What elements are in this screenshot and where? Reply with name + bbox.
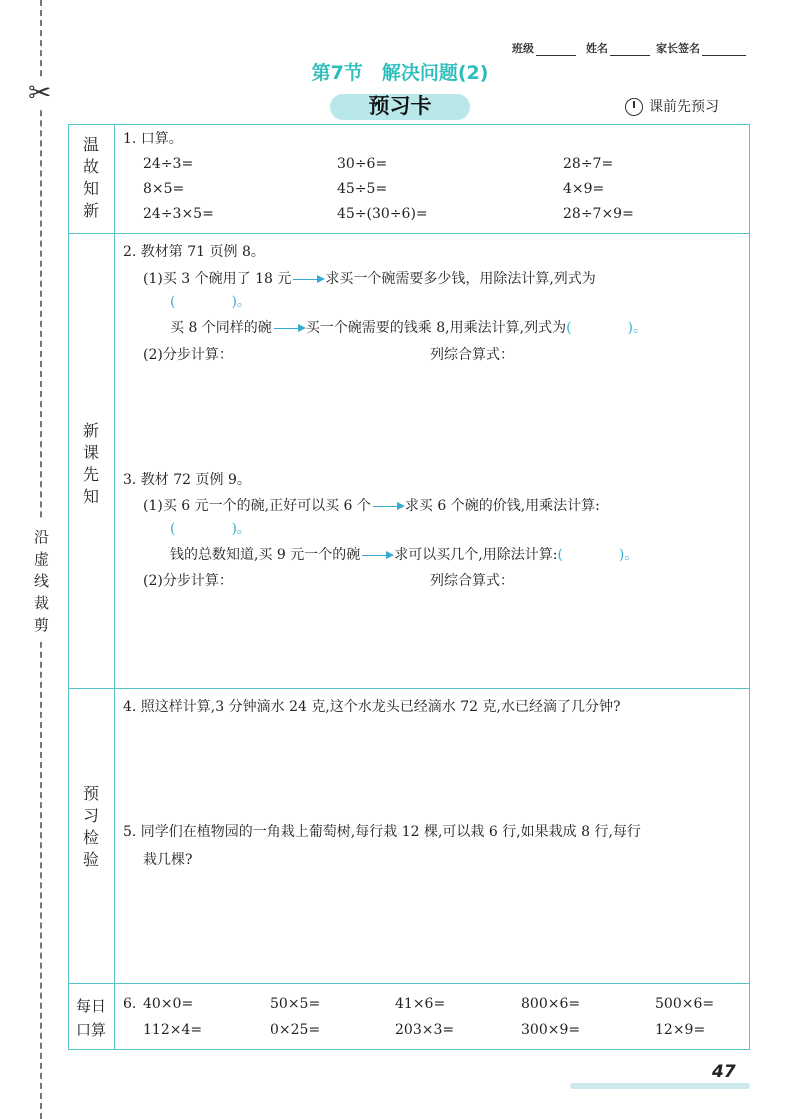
q3-blank-1[interactable]: ( )。 (170, 521, 251, 537)
preview-label: 课前先预习 (649, 99, 719, 115)
q3-blank-2[interactable]: ( )。 (557, 547, 639, 563)
q6-label: 6. (123, 996, 137, 1012)
new-section-label: 新课先知 (83, 421, 100, 506)
arrow-icon (293, 279, 323, 280)
card-title-badge (330, 88, 470, 124)
page-number-bar (570, 1083, 750, 1089)
q2-blank-2[interactable]: ( )。 (566, 320, 648, 336)
q1-r2-c2: 45÷5= (337, 181, 388, 197)
clock-icon (625, 98, 643, 116)
divider-2 (68, 688, 750, 689)
parent-signature-label: 家长签名 (656, 42, 700, 55)
q1-r2-c1: 8×5= (143, 181, 185, 197)
q4-text: 4. 照这样计算,3 分钟滴水 24 克,这个水龙头已经滴水 72 克,水已经滴了几分钟? (123, 699, 621, 715)
q6-r2-c1: 112×4= (143, 1022, 203, 1038)
q6-r2-c3: 203×3= (395, 1022, 455, 1038)
divider-3 (68, 983, 750, 984)
q2-title: 2. 教材第 71 页例 8。 (123, 244, 265, 260)
name-label: 姓名 (586, 42, 608, 55)
label-column-divider (114, 124, 115, 1050)
q2-step-calc: (2)分步计算： (143, 347, 233, 363)
cut-label: 沿虚线裁剪 (34, 520, 48, 642)
q3-line1: (1)买 6 元一个的碗,正好可以买 6 个 求买 6 个碗的价钱,用乘法计算: (143, 498, 600, 514)
q6-r2-c5: 12×9= (655, 1022, 706, 1038)
section-title: 第7节 解决问题(2) (311, 62, 489, 84)
q6-r2-c2: 0×25= (270, 1022, 321, 1038)
daily-section-label: 每日 口算 (75, 997, 106, 1039)
arrow-icon (362, 555, 392, 556)
q3-combined-expr: 列综合算式： (430, 573, 514, 589)
parent-signature-field[interactable] (656, 40, 746, 56)
review-section-label: 温故知新 (83, 135, 100, 220)
q6-r1-c2: 50×5= (270, 996, 321, 1012)
q6-r1-c3: 41×6= (395, 996, 446, 1012)
q3-step-calc: (2)分步计算： (143, 573, 233, 589)
q2-combined-expr: 列综合算式： (430, 347, 514, 363)
scissors-icon: ✂ (28, 76, 52, 109)
check-section-label: 预习检验 (83, 784, 100, 869)
q1-r1-c2: 30÷6= (337, 156, 388, 172)
arrow-icon (373, 506, 403, 507)
class-label: 班级 (512, 42, 534, 55)
page-number: 47 (712, 1062, 736, 1082)
arrow-icon (274, 328, 304, 329)
card-title: 预习卡 (368, 94, 432, 118)
q6-r1-c4: 800×6= (521, 996, 581, 1012)
preview-tag (625, 96, 719, 116)
q2-blank-1[interactable]: ( )。 (170, 294, 251, 310)
q2-line1: (1)买 3 个碗用了 18 元 求买一个碗需要多少钱，用除法计算,列式为 (143, 271, 596, 287)
q1-r1-c3: 28÷7= (563, 156, 614, 172)
q5-line2: 栽几棵? (143, 852, 193, 868)
q1-r1-c1: 24÷3= (143, 156, 194, 172)
q6-r1-c1: 40×0= (143, 996, 194, 1012)
q1-title: 1. 口算。 (123, 131, 183, 147)
q3-title: 3. 教材 72 页例 9。 (123, 472, 251, 488)
class-field[interactable] (512, 40, 576, 56)
divider-1 (68, 233, 750, 234)
q1-r3-c3: 28÷7×9= (563, 206, 634, 222)
q5-line1: 5. 同学们在植物园的一角栽上葡萄树,每行栽 12 棵,可以栽 6 行,如果栽成 8 行,每行 (123, 824, 641, 840)
q3-line2: 钱的总数知道,买 9 元一个的碗 求可以买几个,用除法计算:( )。 (170, 547, 639, 563)
q1-r3-c1: 24÷3×5= (143, 206, 214, 222)
q1-r3-c2: 45÷(30÷6)= (337, 206, 428, 222)
q6-r1-c5: 500×6= (655, 996, 715, 1012)
q6-r2-c4: 300×9= (521, 1022, 581, 1038)
name-field[interactable] (586, 40, 650, 56)
q2-line2: 买 8 个同样的碗 买一个碗需要的钱乘 8,用乘法计算,列式为( )。 (170, 320, 648, 336)
q1-r2-c3: 4×9= (563, 181, 605, 197)
